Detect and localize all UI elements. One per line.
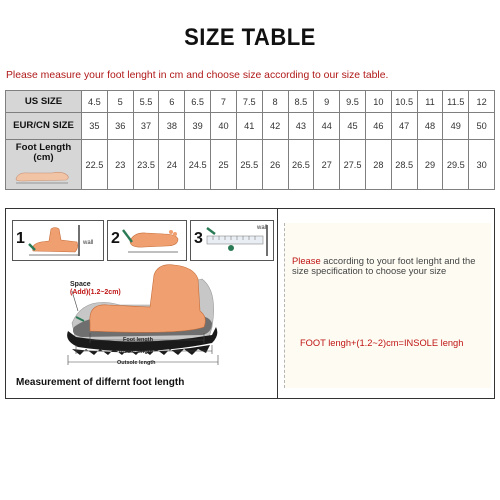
foot-cell: 25.5 (236, 140, 262, 190)
step-1-box (12, 220, 104, 261)
us-cell: 11.5 (443, 91, 469, 113)
foot-cell: 24 (159, 140, 185, 190)
foot-length-measure-label: Foot length (123, 337, 153, 343)
foot-cell: 30 (469, 140, 495, 190)
please-word: Please (292, 255, 321, 266)
wall-label: wall (257, 225, 268, 231)
foot-cell: 23.5 (133, 140, 159, 190)
us-cell: 8 (262, 91, 288, 113)
us-cell: 9 (314, 91, 340, 113)
us-cell: 5.5 (133, 91, 159, 113)
eur-size-row (6, 113, 495, 140)
us-cell: 6 (159, 91, 185, 113)
us-cell: 11 (417, 91, 443, 113)
foot-cell: 22.5 (82, 140, 108, 190)
foot-cell: 26 (262, 140, 288, 190)
foot-cell: 27 (314, 140, 340, 190)
size-table (5, 90, 495, 190)
eur-cell: 50 (469, 113, 495, 140)
measure-note: Please measure your foot lenght in cm and choose size according to our size table. (6, 70, 389, 81)
measurement-guide (5, 208, 495, 399)
us-cell: 12 (469, 91, 495, 113)
foot-length-label: Foot Length (cm) (15, 142, 72, 163)
eur-cell: 46 (365, 113, 391, 140)
us-cell: 5 (107, 91, 133, 113)
foot-cell: 28.5 (391, 140, 417, 190)
us-cell: 10 (365, 91, 391, 113)
space-label (70, 281, 121, 297)
eur-size-header: EUR/CN SIZE (6, 113, 82, 140)
us-size-row (6, 91, 495, 113)
eur-cell: 48 (417, 113, 443, 140)
eur-cell: 42 (262, 113, 288, 140)
foot-cell: 29 (417, 140, 443, 190)
eur-cell: 45 (340, 113, 366, 140)
foot-icon (12, 166, 72, 186)
step-number: 2 (111, 230, 120, 247)
eur-cell: 38 (159, 113, 185, 140)
us-cell: 4.5 (82, 91, 108, 113)
eur-cell: 41 (236, 113, 262, 140)
measurement-illustration-panel (6, 209, 278, 398)
us-cell: 10.5 (391, 91, 417, 113)
step-3-box (190, 220, 274, 261)
insole-length-measure-label: Insole length (119, 349, 153, 355)
instructions-background (284, 223, 491, 388)
foot-cell: 25 (211, 140, 237, 190)
eur-cell: 35 (82, 113, 108, 140)
us-cell: 6.5 (185, 91, 211, 113)
space-title: Space (70, 281, 91, 288)
us-cell: 7.5 (236, 91, 262, 113)
us-cell: 8.5 (288, 91, 314, 113)
foot-against-wall-icon (27, 224, 83, 257)
step-2-box (107, 220, 187, 261)
us-size-header: US SIZE (6, 91, 82, 113)
insole-formula: FOOT lengh+(1.2~2)cm=INSOLE lengh (300, 338, 464, 348)
size-instructions-panel (278, 209, 494, 398)
eur-cell: 47 (391, 113, 417, 140)
instructions-text (292, 256, 490, 277)
foot-length-header (6, 140, 82, 190)
eur-cell: 44 (314, 113, 340, 140)
eur-cell: 36 (107, 113, 133, 140)
foot-cell: 26.5 (288, 140, 314, 190)
step-number: 1 (16, 230, 25, 247)
page-title: SIZE TABLE (184, 24, 316, 51)
foot-cell: 28 (365, 140, 391, 190)
us-cell: 9.5 (340, 91, 366, 113)
wall-label: wall (83, 240, 94, 246)
foot-sole-icon (120, 225, 182, 255)
measurement-title: Measurement of differnt foot length (16, 377, 185, 388)
foot-length-row (6, 140, 495, 190)
eur-cell: 43 (288, 113, 314, 140)
eur-cell: 37 (133, 113, 159, 140)
foot-cell: 29.5 (443, 140, 469, 190)
us-cell: 7 (211, 91, 237, 113)
step-number: 3 (194, 230, 203, 247)
eur-cell: 49 (443, 113, 469, 140)
eur-cell: 40 (211, 113, 237, 140)
outsole-length-measure-label: Outsole length (117, 360, 156, 366)
foot-cell: 27.5 (340, 140, 366, 190)
instructions-body: according to your foot lenght and the size specification to choose your size (292, 255, 476, 277)
foot-cell: 24.5 (185, 140, 211, 190)
foot-cell: 23 (107, 140, 133, 190)
eur-cell: 39 (185, 113, 211, 140)
space-note: (Add)(1.2~2cm) (70, 289, 121, 296)
